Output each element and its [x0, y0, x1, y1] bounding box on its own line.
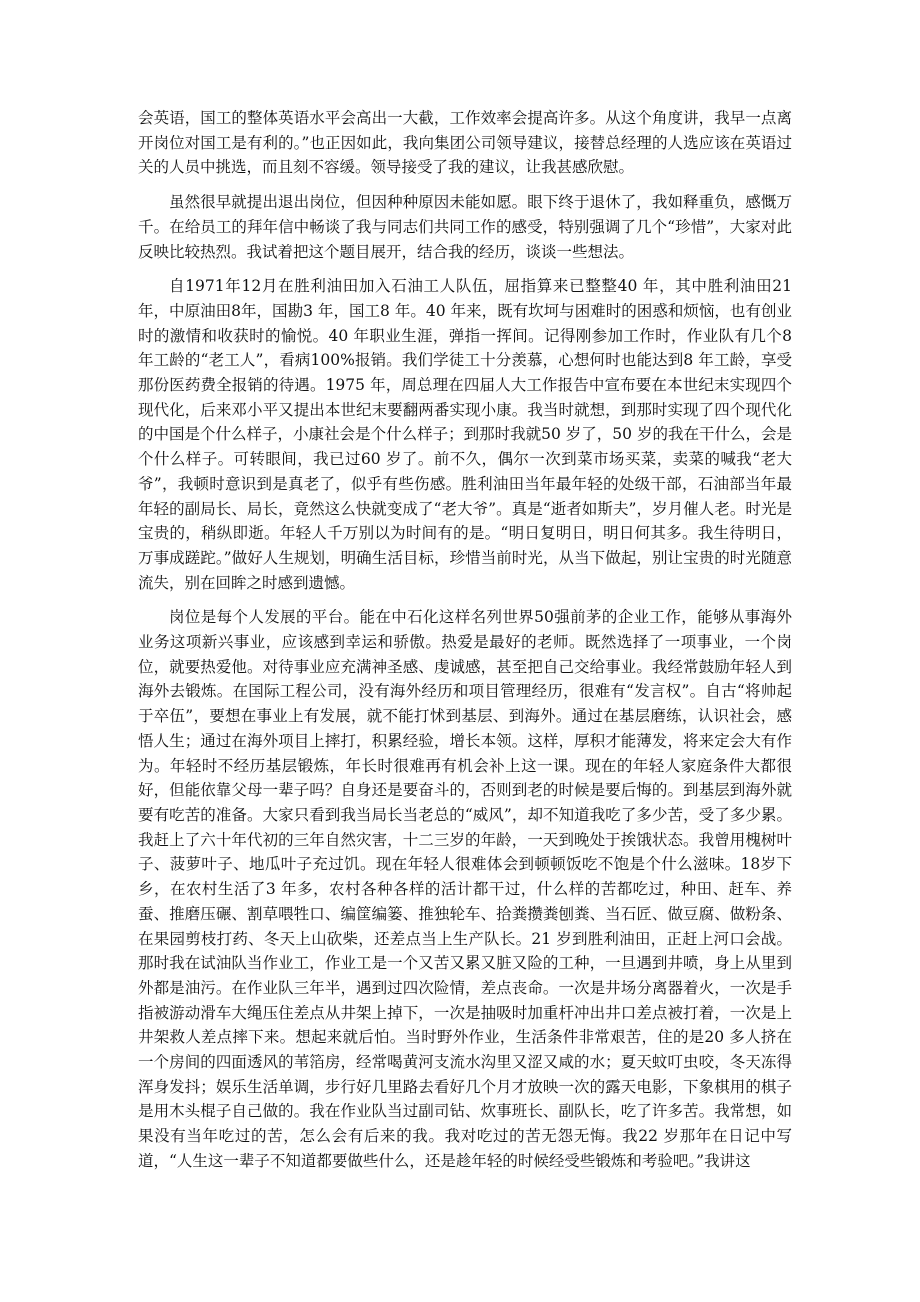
paragraph-retirement: 虽然很早就提出退出岗位，但因种种原因未能如愿。眼下终于退休了，我如释重负，感慨万千。在给员工的拜年信中畅谈了我与同志们共同工作的感受，特别强调了几个“珍惜”，大家对此反映比较热烈。我试着把这个题目展开，结合我的经历，谈谈一些想法。: [138, 193, 792, 261]
paragraph-career-time: 自1971年12月在胜利油田加入石油工人队伍，屈指算来已整整40 年，其中胜利油田21 年，中原油田8年，国勘3 年，国工8 年。40 年来，既有坎坷与困难时的困惑和烦恼，也有创业时的激情和收获时的愉悦。40 年职业生涯，弹指一挥间。记得刚参加工作时，作业队有几个8 年工龄的“老工人”，看病100%报销。我们学徒工十分羡慕，心想何时也能达到8 年工龄，享受那份医药费全报销的待遇。1975 年，周总理在四届人大工作报告中宣布要在本世纪末实现四个现代化，后来邓小平又提出本世纪末要翻两番实现小康。我当时就想，到那时实现了四个现代化的中国是个什么样子，小康社会是个什么样子；到那时我就50 岁了，50 岁的我在干什么，会是个什么样子。可转眼间，我已过60 岁了。前不久，偶尔一次到菜市场买菜，卖菜的喊我“老大爷”，我顿时意识到是真老了，似乎有些伤感。胜利油田当年最年轻的处级干部，石油部当年最年轻的副局长、局长，竟然这么快就变成了“老大爷”。真是“逝者如斯夫”，岁月催人老。时光是宝贵的，稍纵即逝。年轻人千万别以为时间有的是。“明日复明日，明日何其多。我生待明日，万事成蹉跎。”做好人生规划，明确生活目标，珍惜当前时光，从当下做起，别让宝贵的时光随意流失，别在回眸之时感到遗憾。: [138, 277, 792, 592]
paragraph-post-hardship: 岗位是每个人发展的平台。能在中石化这样名列世界50强前茅的企业工作，能够从事海外业务这项新兴事业，应该感到幸运和骄傲。热爱是最好的老师。既然选择了一项事业，一个岗位，就要热爱他。对待事业应充满神圣感、虔诚感，甚至把自己交给事业。我经常鼓励年轻人到海外去锻炼。在国际工程公司，没有海外经历和项目管理经历，很难有“发言权”。自古“将帅起于卒伍”，要想在事业上有发展，就不能打怵到基层、到海外。通过在基层磨练，认识社会，感悟人生；通过在海外项目上摔打，积累经验，增长本领。这样，厚积才能薄发，将来定会大有作为。年轻时不经历基层锻炼，年长时很难再有机会补上这一课。现在的年轻人家庭条件大都很好，但能依靠父母一辈子吗？自身还是要奋斗的，否则到老的时候是要后悔的。到基层到海外就要有吃苦的准备。大家只看到我当局长当老总的“威风”，却不知道我吃了多少苦，受了多少累。我赶上了六十年代初的三年自然灾害，十二三岁的年龄，一天到晚处于挨饿状态。我曾用槐树叶子、菠萝叶子、地瓜叶子充过饥。现在年轻人很难体会到顿顿饭吃不饱是个什么滋味。18岁下乡，在农村生活了3 年多，农村各种各样的活计都干过，什么样的苦都吃过，种田、赶车、养蚕、推磨压碾、割草喂牲口、编筐编篓、推独轮车、拾粪攒粪刨粪、当石匠、做豆腐、做粉条、在果园剪枝打药、冬天上山砍柴，还差点当上生产队长。21 岁到胜利油田，正赶上河口会战。那时我在试油队当作业工，作业工是一个又苦又累又脏又险的工种，一旦遇到井喷，身上从里到外都是油污。在作业队三年半，遇到过四次险情，差点丧命。一次是井场分离器着火，一次是手指被游动滑车大绳压住差点从井架上掉下，一次是抽吸时加重杆冲出井口差点被打着，一次是上井架救人差点摔下来。想起来就后怕。当时野外作业，生活条件非常艰苦，住的是20 多人挤在一个房间的四面透风的苇箔房，经常喝黄河支流水沟里又涩又咸的水；夏天蚊叮虫咬，冬天冻得浑身发抖；娱乐生活单调，步行好几里路去看好几个月才放映一次的露天电影，下象棋用的棋子是用木头棍子自己做的。我在作业队当过副司钻、炊事班长、副队长，吃了许多苦。我常想，如果没有当年吃过的苦，怎么会有后来的我。我对吃过的苦无怨无悔。我22 岁那年在日记中写道，“人生这一辈子不知道都要做些什么，还是趁年轻的时候经受些锻炼和考验吧。”我讲这: [138, 608, 792, 1170]
paragraph-continued: 会英语，国工的整体英语水平会高出一大截，工作效率会提高许多。从这个角度讲，我早一点离开岗位对国工是有利的。”也正因如此，我向集团公司领导建议，接替总经理的人选应该在英语过关的人员中挑选，而且刻不容缓。领导接受了我的建议，让我甚感欣慰。: [138, 109, 792, 177]
document-page: [138, 106, 792, 1184]
